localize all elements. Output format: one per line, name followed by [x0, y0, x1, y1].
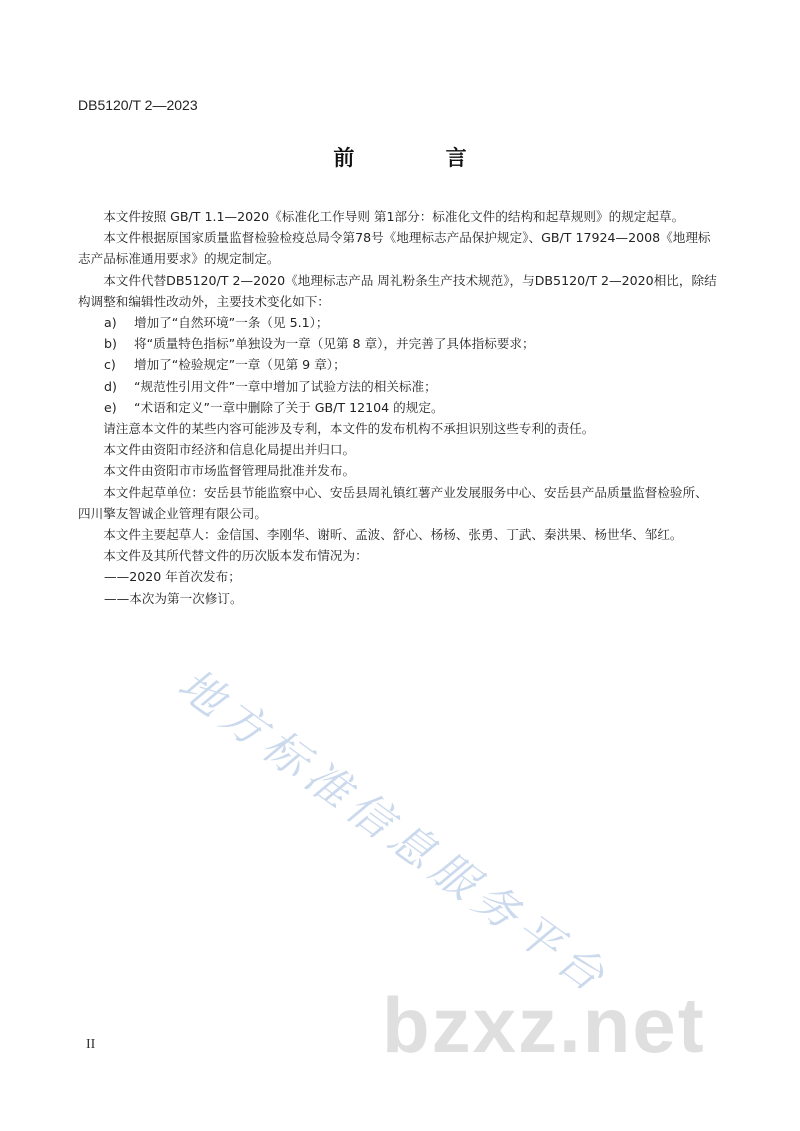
paragraph: 本文件由资阳市市场监督管理局批准并发布。 [103, 463, 356, 479]
page-title: 前 言 [333, 146, 509, 170]
paragraph: 本文件根据原国家质量监督检验检疫总局令第78号《地理标志产品保护规定》、GB/T 17924—2008《地理标志产品标准通用要求》的规定制定。 [78, 230, 711, 267]
list-item-text: 将“质量特色指标”单独设为一章（见第 8 章），并完善了具体指标要求； [134, 336, 535, 352]
document-body [78, 206, 718, 609]
list-item-text: “规范性引用文件”一章中增加了试验方法的相关标准； [134, 378, 437, 394]
list-item [78, 312, 718, 333]
paragraph: 本文件按照 GB/T 1.1—2020《标准化工作导则 第1部分：标准化文件的结构和起草规则》的规定起草。 [103, 209, 685, 224]
history-item: ——2020 年首次发布； [104, 569, 241, 585]
list-item-text: 增加了“自然环境”一条（见 5.1）； [134, 315, 329, 331]
document-id: DB5120/T 2—2023 [78, 97, 198, 113]
list-marker: b) [104, 336, 117, 352]
list-item-text: “术语和定义”一章中删除了关于 GB/T 12104 的规定。 [134, 399, 444, 415]
list-item [78, 333, 718, 354]
list-marker: c) [104, 357, 116, 373]
list-item [78, 354, 718, 375]
paragraph: 本文件及其所代替文件的历次版本发布情况为： [103, 548, 368, 564]
paragraph: 本文件主要起草人：金信国、李刚华、谢昕、孟波、舒心、杨杨、张勇、丁武、秦洪果、杨世华、邹红。 [103, 527, 683, 543]
paragraph: 本文件由资阳市经济和信息化局提出并归口。 [103, 442, 356, 458]
list-marker: d) [104, 378, 117, 394]
list-item-text: 增加了“检验规定”一章（见第 9 章）； [134, 357, 346, 373]
page-number: II [86, 1037, 96, 1052]
paragraph: 请注意本文件的某些内容可能涉及专利，本文件的发布机构不承担识别这些专利的责任。 [103, 421, 595, 437]
list-marker: a) [104, 315, 117, 331]
watermark-url: bzxz.net [382, 981, 706, 1069]
list-item [78, 376, 718, 397]
history-item: ——本次为第一次修订。 [104, 590, 243, 606]
changes-list [78, 312, 718, 418]
watermark-text: 地方标准信息服务平台 [168, 658, 620, 1006]
paragraph: 本文件代替DB5120/T 2—2020《地理标志产品 周礼粉条生产技术规范》，与DB5120/T 2—2020相比，除结构调整和编辑性改动外，主要技术变化如下： [78, 272, 717, 309]
list-marker: e) [104, 399, 117, 415]
paragraph: 本文件起草单位：安岳县节能监察中心、安岳县周礼镇红薯产业发展服务中心、安岳县产品质量监督检验所、四川擎友智诚企业管理有限公司。 [78, 484, 708, 521]
list-item [78, 397, 718, 418]
